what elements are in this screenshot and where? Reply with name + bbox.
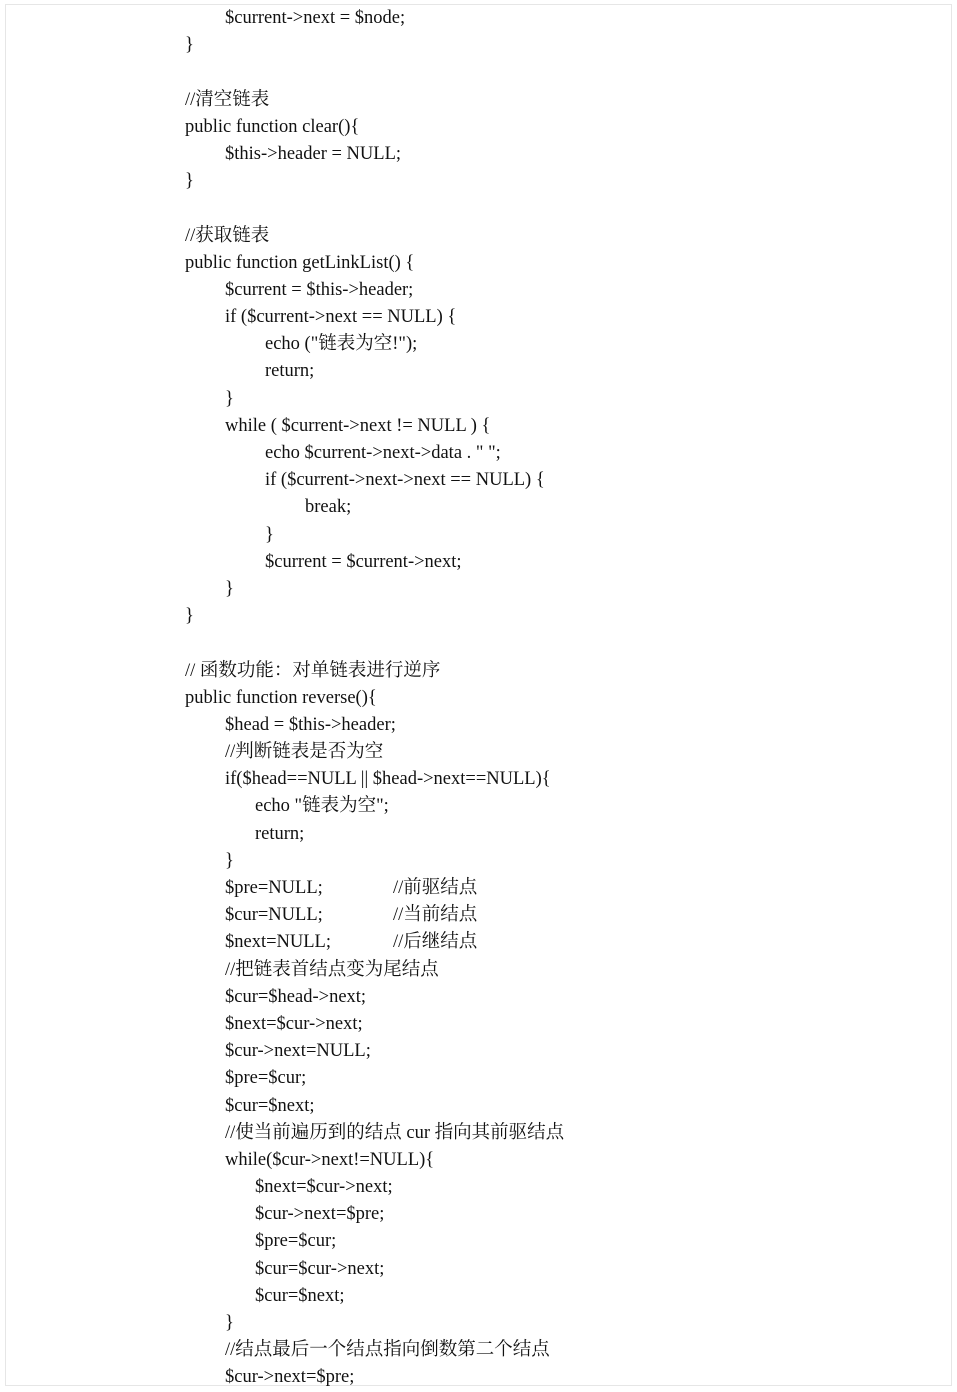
code-line (0, 1120, 957, 1147)
code-line (0, 766, 957, 793)
code-line (0, 5, 957, 32)
code-line (0, 141, 957, 168)
code-line (0, 1011, 957, 1038)
code-line (0, 1201, 957, 1228)
code-text: //结点最后一个结点指向倒数第二个结点 (225, 1340, 550, 1361)
code-text: $cur->next=NULL; (225, 1041, 371, 1062)
code-line (0, 957, 957, 984)
code-text: if($head==NULL || $head->next==NULL){ (225, 769, 551, 790)
code-text: //清空链表 (185, 89, 270, 110)
code-text: //把链表首结点变为尾结点 (225, 959, 439, 980)
code-text: } (225, 388, 234, 409)
code-line (0, 1038, 957, 1065)
code-line (0, 848, 957, 875)
code-text: echo ("链表为空!"); (265, 334, 418, 355)
code-line (0, 576, 957, 603)
code-line (0, 821, 957, 848)
code-line (0, 32, 957, 59)
code-text: $current = $this->header; (225, 279, 414, 300)
code-line (0, 929, 957, 956)
code-text: //获取链表 (185, 225, 270, 246)
code-text: $head = $this->header; (225, 714, 396, 735)
code-text: while ( $current->next != NULL ) { (225, 415, 491, 436)
code-line (0, 440, 957, 467)
code-line (0, 59, 957, 86)
code-text: //判断链表是否为空 (225, 742, 384, 763)
code-text: return; (255, 823, 305, 844)
code-line (0, 386, 957, 413)
code-text: $cur=$next; (255, 1285, 345, 1306)
code-text: $next=$cur->next; (225, 1013, 363, 1034)
code-line (0, 413, 957, 440)
code-line (0, 304, 957, 331)
code-line (0, 331, 957, 358)
code-line (0, 793, 957, 820)
code-line (0, 87, 957, 114)
code-text: public function getLinkList() { (185, 252, 415, 273)
code-line (0, 685, 957, 712)
code-text: $this->header = NULL; (225, 143, 402, 164)
code-text: $cur=$cur->next; (255, 1258, 385, 1279)
code-text: $current->next = $node; (225, 8, 406, 28)
code-line (0, 1147, 957, 1174)
code-text: $next=NULL; (225, 932, 331, 953)
code-line (0, 712, 957, 739)
code-text: } (185, 606, 194, 627)
code-text: echo "链表为空"; (255, 796, 389, 817)
code-line (0, 1364, 957, 1391)
code-line (0, 1065, 957, 1092)
code-text: $next=$cur->next; (255, 1177, 393, 1198)
code-text: public function reverse(){ (185, 687, 377, 708)
code-text: } (225, 578, 234, 599)
code-text: // 函数功能：对单链表进行逆序 (185, 660, 441, 681)
code-text: $cur->next=$pre; (225, 1367, 355, 1388)
code-text: $pre=$cur; (225, 1068, 307, 1089)
code-text: } (185, 35, 194, 56)
code-text: } (225, 1313, 234, 1333)
code-line (0, 1174, 957, 1201)
code-text: if ($current->next == NULL) { (225, 307, 457, 328)
code-text: $cur=$head->next; (225, 986, 367, 1007)
code-line (0, 223, 957, 250)
code-text: } (185, 171, 194, 192)
code-text: $cur->next=$pre; (255, 1204, 385, 1225)
code-line (0, 250, 957, 277)
code-line (0, 522, 957, 549)
code-line (0, 549, 957, 576)
code-text: //使当前遍历到的结点 cur 指向其前驱结点 (225, 1122, 565, 1143)
code-line (0, 1256, 957, 1283)
code-line (0, 1093, 957, 1120)
inline-comment: //前驱结点 (393, 878, 478, 898)
code-line (0, 195, 957, 222)
code-text: echo $current->next->data . " "; (265, 443, 501, 463)
code-text: $pre=$cur; (255, 1231, 337, 1252)
code-line (0, 984, 957, 1011)
code-line (0, 902, 957, 929)
code-line (0, 358, 957, 385)
code-listing (0, 5, 957, 1392)
code-text: $current = $current->next; (265, 551, 462, 572)
code-line (0, 277, 957, 304)
code-line (0, 630, 957, 657)
code-line (0, 875, 957, 902)
code-line (0, 168, 957, 195)
code-text: break; (305, 497, 352, 518)
inline-comment: //后继结点 (393, 932, 478, 953)
code-text: } (225, 850, 234, 871)
code-text: $cur=NULL; (225, 905, 323, 926)
code-line (0, 1310, 957, 1337)
code-line (0, 1283, 957, 1310)
code-text: if ($current->next->next == NULL) { (265, 470, 545, 491)
code-text: $cur=$next; (225, 1095, 315, 1116)
code-line (0, 739, 957, 766)
code-text: } (265, 524, 274, 545)
code-line (0, 114, 957, 141)
code-line (0, 1228, 957, 1255)
code-text: return; (265, 361, 315, 382)
code-line (0, 658, 957, 685)
code-text: $pre=NULL; (225, 878, 323, 898)
inline-comment: //当前结点 (393, 905, 478, 926)
code-line (0, 467, 957, 494)
code-line (0, 1337, 957, 1364)
code-line (0, 494, 957, 521)
code-text: public function clear(){ (185, 116, 360, 137)
code-line (0, 603, 957, 630)
code-text: while($cur->next!=NULL){ (225, 1149, 435, 1170)
